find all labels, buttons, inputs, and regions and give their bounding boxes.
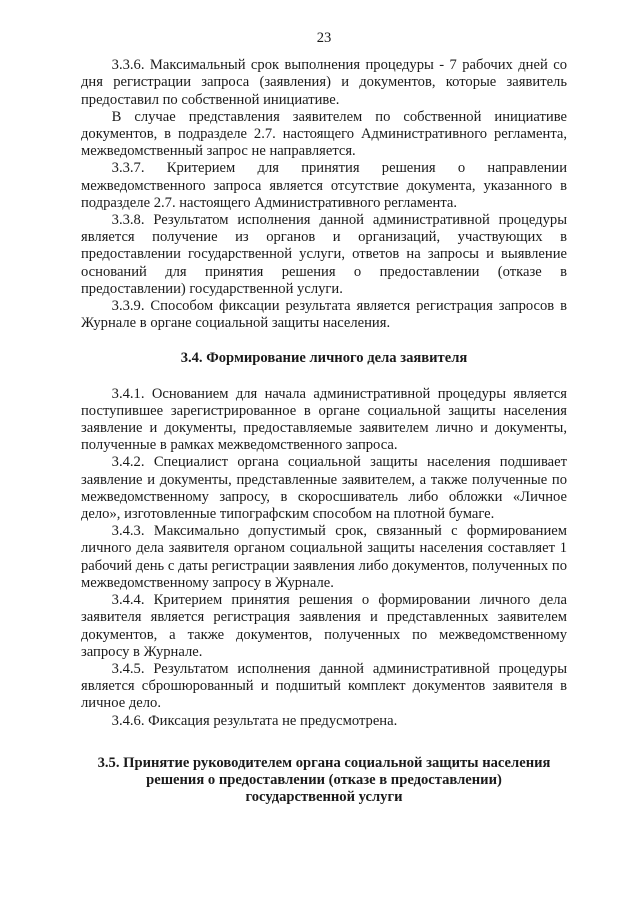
paragraph-3-4-6: 3.4.6. Фиксация результата не предусмотрена. (111, 712, 398, 729)
section-3-5-heading: 3.5. Принятие руководителем органа социальной защиты населения решения о предоставлении (отказе в предоставлении) государственной услуги (97, 754, 551, 806)
paragraph-3-4-4: 3.4.4. Критерием принятия решения о формировании личного дела заявителя является регистрация заявления и представленных заявителем документов, а также документов, полученных по межведомственному запросу в Журнале. (81, 592, 567, 660)
paragraph-3-3-8: 3.3.8. Результатом исполнения данной административной процедуры является получение из органов и организаций, участвующих в предоставлении государственной услуги, ответов на запросы и выявление оснований для принятия решения о предоставлении (отказе в предоставлении) государственной услуги. (81, 212, 567, 297)
paragraph-3-3-6-note: В случае представления заявителем по собственной инициативе документов, в подразделе 2.7. настоящего Административного регламента, межведомственный запрос не направляется. (81, 108, 567, 160)
paragraph-3-4-3: 3.4.3. Максимально допустимый срок, связанный с формированием личного дела заявителя органом социальной защиты населения составляет 1 рабочий день с даты регистрации заявления либо документов, полученных по межведомственному запросу в Журнале. (81, 523, 567, 591)
paragraph-3-3-7: 3.3.7. Критерием для принятия решения о направлении межведомственного запроса является отсутствие документа, указанного в подразделе 2.7. настоящего Административного регламента. (81, 160, 567, 211)
paragraph-3-4-5: 3.4.5. Результатом исполнения данной административной процедуры является сброшюрованный и подшитый комплект документов заявителя в личное дело. (81, 660, 567, 712)
document-page (81, 30, 567, 806)
paragraph-3-3-6: 3.3.6. Максимальный срок выполнения процедуры - 7 рабочих дней со дня регистрации запроса (заявления) и документов, которые заявитель предоставил по собственной инициативе. (81, 57, 567, 108)
paragraph-3-3-9: 3.3.9. Способом фиксации результата является регистрация запросов в Журнале в органе социальной защиты населения. (81, 298, 567, 332)
section-3-4-heading: 3.4. Формирование личного дела заявителя (180, 350, 468, 367)
paragraph-3-4-1: 3.4.1. Основанием для начала административной процедуры является поступившее зарегистрированное в органе социальной защиты населения заявление и документы, предоставляемые заявителем лично и документы, полученные в рамках межведомственного запроса. (81, 385, 567, 454)
page-number: 23 (316, 30, 332, 46)
paragraph-3-4-2: 3.4.2. Специалист органа социальной защиты населения подшивает заявление и документы, представленные заявителем, а также полученные по межведомственному запросу, в скоросшиватель либо обложки «Личное дело», изготовленные типографским способом на плотной бумаге. (81, 454, 567, 523)
